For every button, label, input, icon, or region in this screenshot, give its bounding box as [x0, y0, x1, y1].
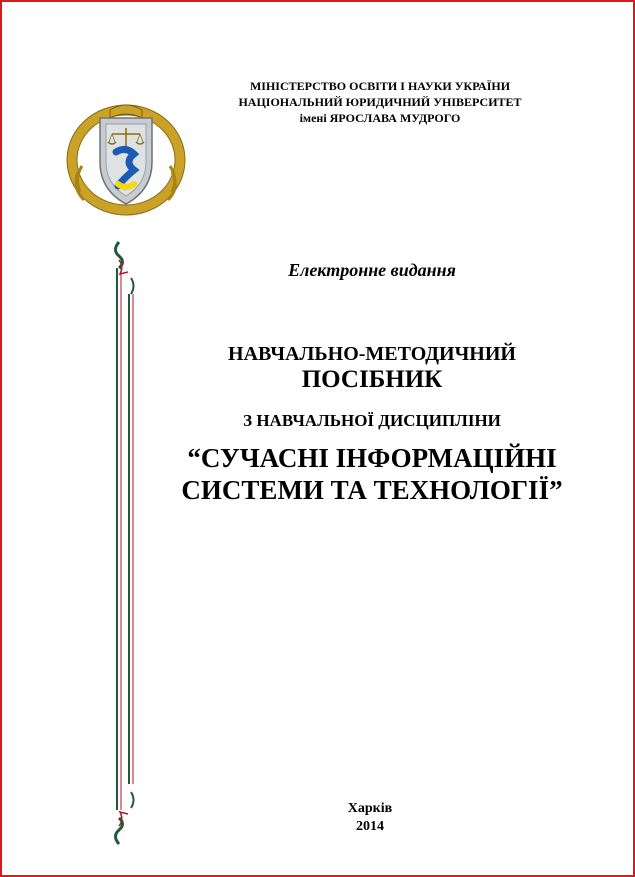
- discipline-title-line1: “СУЧАСНІ ІНФОРМАЦІЙНІ: [187, 443, 557, 473]
- discipline-intro: З НАВЧАЛЬНОЇ ДИСЦИПЛІНИ: [243, 411, 501, 430]
- discipline-title: [152, 442, 592, 506]
- university-emblem-icon: [64, 96, 188, 216]
- year: 2014: [356, 819, 384, 834]
- city: Харків: [347, 801, 393, 816]
- document-type-line2: ПОСІБНИК: [301, 366, 443, 393]
- ministry-name: МІНІСТЕРСТВО ОСВІТИ І НАУКИ УКРАЇНИ: [249, 79, 511, 93]
- university-honorific: імені ЯРОСЛАВА МУДРОГО: [299, 111, 461, 125]
- discipline-title-line2: СИСТЕМИ ТА ТЕХНОЛОГІЇ”: [181, 475, 563, 505]
- edition-label: Електронне видання: [288, 260, 456, 280]
- university-name: НАЦІОНАЛЬНИЙ ЮРИДИЧНИЙ УНІВЕРСИТЕТ: [238, 95, 522, 109]
- institution-header: [180, 78, 580, 126]
- document-type-line1: НАВЧАЛЬНО-МЕТОДИЧНИЙ: [228, 343, 516, 365]
- book-crest: [110, 105, 142, 118]
- imprint: [270, 800, 470, 836]
- decorative-border-ornament: [102, 238, 142, 848]
